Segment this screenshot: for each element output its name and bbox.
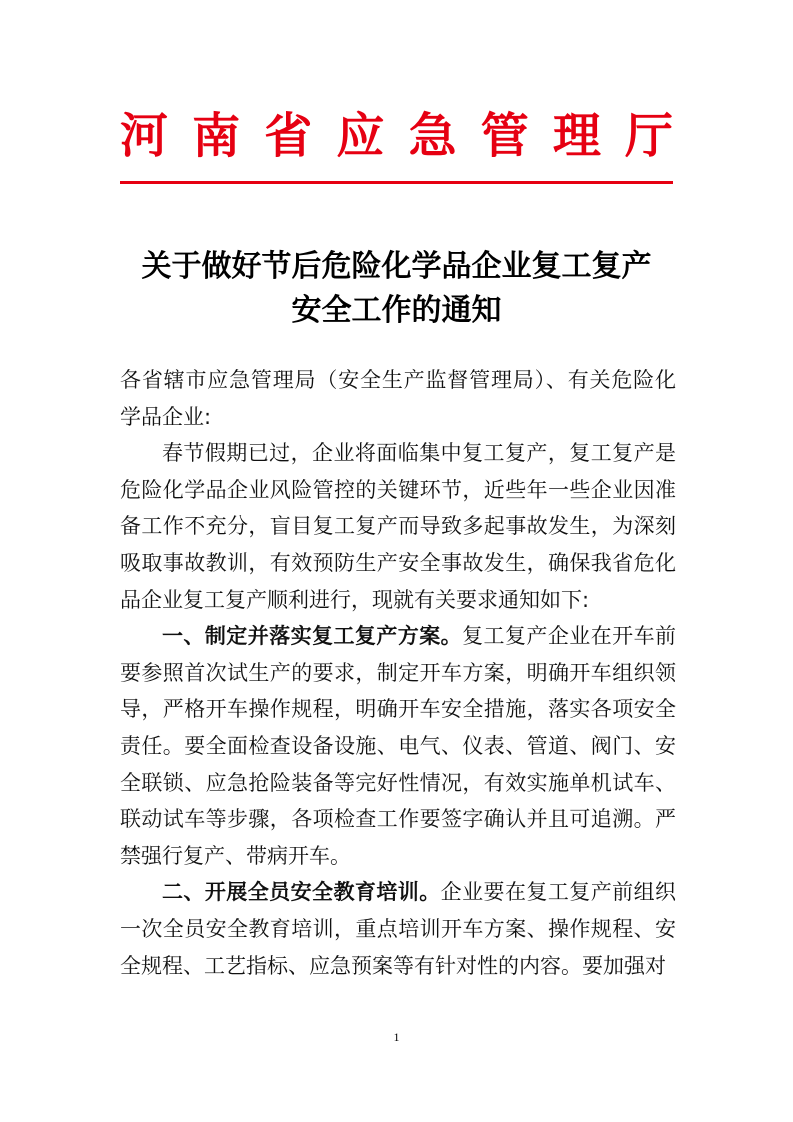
issuing-authority-header: 河南省应急管理厅 bbox=[120, 108, 673, 164]
section-1-text: 复工复产企业在开车前要参照首次试生产的要求，制定开车方案，明确开车组织领导，严格开车操作规程，明确开车安全措施，落实各项安全责任。要全面检查设备设施、电气、仪表、管道、阀门、安全联锁、应急抢险装备等完好性情况，有效实施单机试车、联动试车等步骤，各项检查工作要签字确认并且可追溯。严禁强行复产、带病开车。 bbox=[120, 624, 677, 868]
red-header-rule bbox=[120, 181, 673, 184]
intro-paragraph: 春节假期已过，企业将面临集中复工复产，复工复产是危险化学品企业风险管控的关键环节，近些年一些企业因准备工作不充分，盲目复工复产而导致多起事故发生，为深刻吸取事故教训，有效预防生产安全事故发生，确保我省危化品企业复工复产顺利进行，现就有关要求通知如下: bbox=[120, 441, 676, 612]
document-title bbox=[100, 245, 693, 333]
document-title-line-1: 关于做好节后危险化学品企业复工复产 bbox=[141, 249, 652, 284]
document-body bbox=[120, 362, 676, 984]
section-2-paragraph bbox=[120, 874, 676, 984]
section-1-heading: 一、制定并落实复工复产方案。 bbox=[162, 624, 463, 649]
section-2-heading: 二、开展全员安全教育培训。 bbox=[162, 880, 441, 905]
section-1-paragraph bbox=[120, 618, 676, 874]
salutation: 各省辖市应急管理局（安全生产监督管理局）、有关危险化学品企业: bbox=[120, 368, 676, 429]
section-2-text: 企业要在复工复产前组织一次全员安全教育培训，重点培训开车方案、操作规程、安全规程、工艺指标、应急预案等有针对性的内容。要加强对 bbox=[120, 880, 677, 978]
page-number: 1 bbox=[393, 1030, 400, 1044]
document-title-line-2: 安全工作的通知 bbox=[291, 293, 502, 328]
